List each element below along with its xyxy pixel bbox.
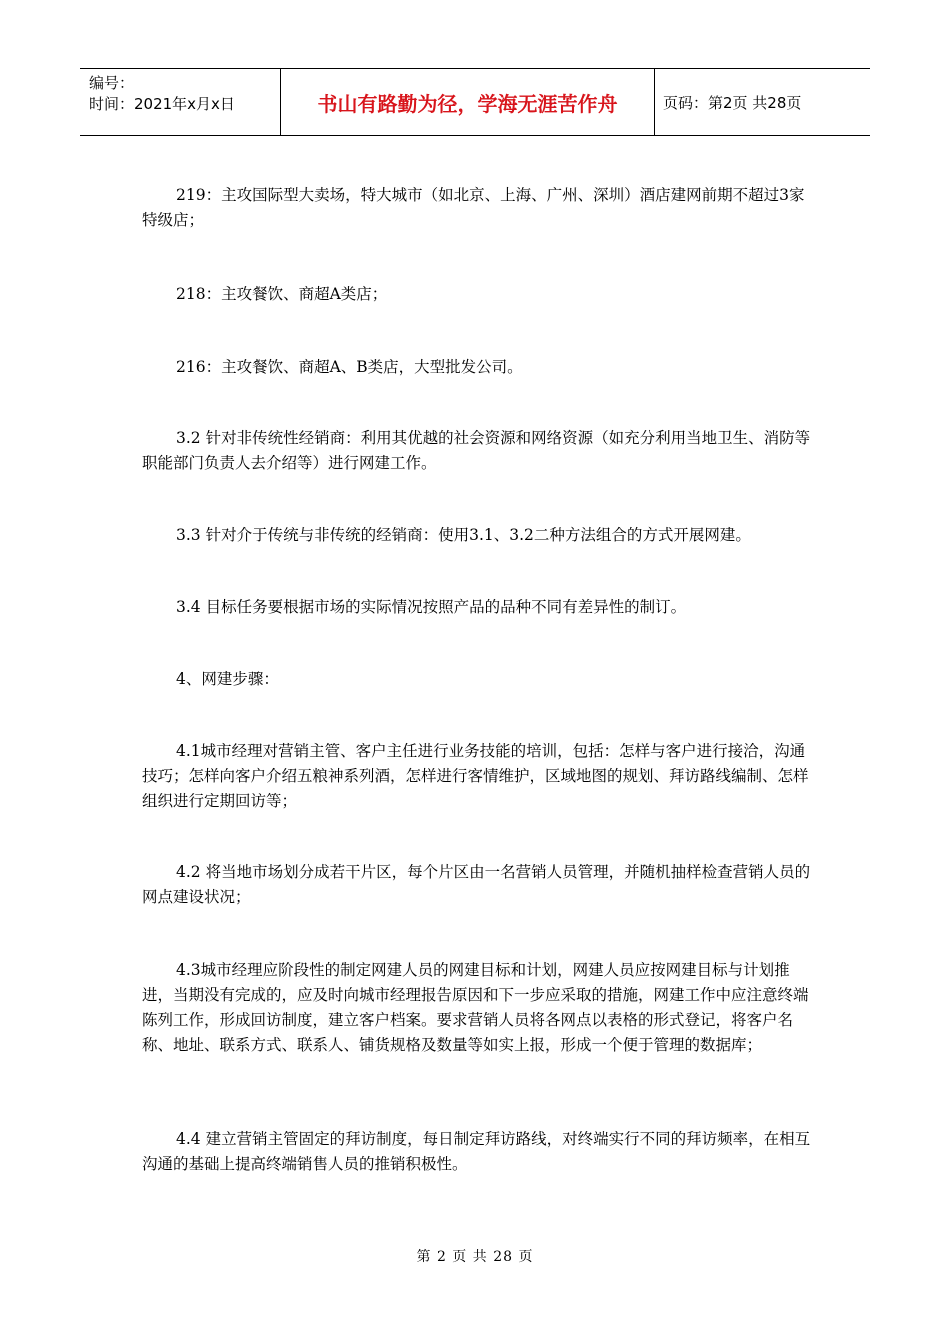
paragraph-3-4: 3.4 目标任务要根据市场的实际情况按照产品的品种不同有差异性的制订。 <box>176 598 687 616</box>
paragraph-4-4: 4.4 建立营销主管固定的拜访制度，每日制定拜访路线，对终端实行不同的拜访频率，在相互沟通的基础上提高终端销售人员的推销积极性。 <box>142 1130 811 1173</box>
document-number-label: 编号： <box>89 74 135 92</box>
page-footer: 第 2 页 共 28 页 <box>416 1249 534 1265</box>
section-heading-4: 4、网建步骤： <box>176 670 279 688</box>
paragraph-3-3: 3.3 针对介于传统与非传统的经销商：使用3.1、3.2二种方法组合的方式开展网建。 <box>176 526 751 544</box>
header-page-number: 页码：第2页 共28页 <box>663 93 802 112</box>
header-motto: 书山有路勤为径，学海无涯苦作舟 <box>281 69 655 135</box>
paragraph-4-2: 4.2 将当地市场划分成若干片区，每个片区由一名营销人员管理，并随机抽样检查营销人员的网点建设状况； <box>142 863 811 906</box>
page-header <box>80 68 870 136</box>
paragraph-218: 218：主攻餐饮、商超A类店； <box>176 285 388 303</box>
paragraph-4-1: 4.1城市经理对营销主管、客户主任进行业务技能的培训，包括：怎样与客户进行接洽，沟通技巧；怎样向客户介绍五粮神系列酒，怎样进行客情维护，区域地图的规划、拜访路线编制、怎样组织进行定期回访等； <box>142 742 809 810</box>
paragraph-219: 219：主攻国际型大卖场，特大城市（如北京、上海、广州、深圳）酒店建网前期不超过3家特级店； <box>142 186 805 229</box>
paragraph-216: 216：主攻餐饮、商超A、B类店，大型批发公司。 <box>176 358 523 376</box>
header-meta <box>80 69 281 135</box>
document-date-label: 时间：2021年x月x日 <box>89 95 235 113</box>
paragraph-3-2: 3.2 针对非传统性经销商：利用其优越的社会资源和网络资源（如充分利用当地卫生、消防等职能部门负责人去介绍等）进行网建工作。 <box>142 429 811 472</box>
paragraph-4-3: 4.3城市经理应阶段性的制定网建人员的网建目标和计划，网建人员应按网建目标与计划推进，当期没有完成的，应及时向城市经理报告原因和下一步应采取的措施，网建工作中应注意终端陈列工作，形成回访制度，建立客户档案。要求营销人员将各网点以表格的形式登记，将客户名称、地址、联系方式、联系人、铺货规格及数量等如实上报，形成一个便于管理的数据库； <box>142 961 809 1054</box>
